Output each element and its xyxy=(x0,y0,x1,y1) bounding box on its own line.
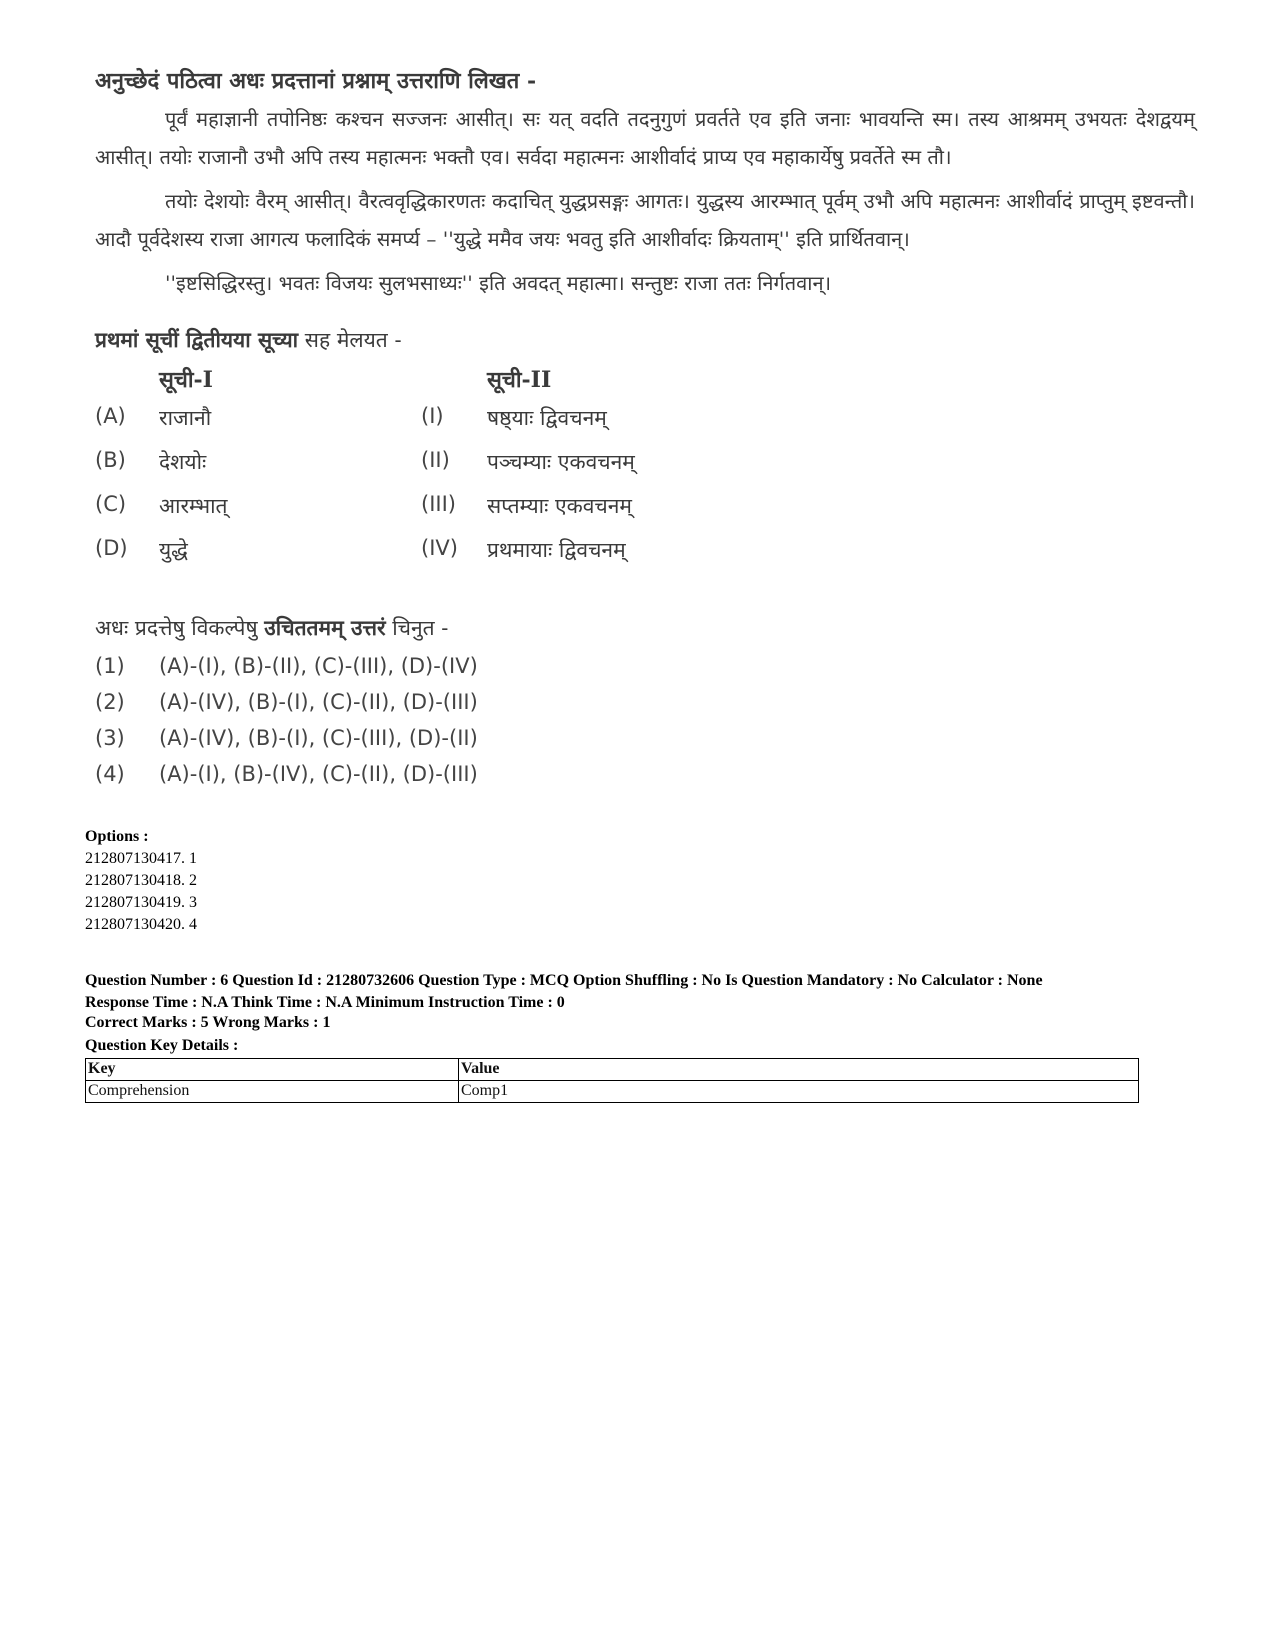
option-text: (A)-(I), (B)-(II), (C)-(III), (D)-(IV) xyxy=(159,654,478,678)
list2-value: पञ्चम्याः एकवचनम् xyxy=(487,450,635,474)
choose-instruction-a: अधः प्रदत्तेषु विकल्पेषु xyxy=(95,616,265,640)
table-header-row xyxy=(86,1059,1139,1081)
option-text: (A)-(I), (B)-(IV), (C)-(II), (D)-(III) xyxy=(159,762,478,786)
answer-option xyxy=(95,720,1195,756)
passage-paragraph-1: पूर्वं महाज्ञानी तपोनिष्ठः कश्चन सज्जनः आसीत्। सः यत् वदति तदनुगुणं प्रवर्तते एव इति जनाः भावयन्ति स्म। तस्य आश्रमम् उभयतः देशद्वयम् आसीत्। तयोः राजानौ उभौ अपि तस्य महात्मनः भक्तौ एव। सर्वदा महात्मनः आशीर्वादं प्राप्य एव महाकार्येषु प्रवर्तेते स्म तौ। xyxy=(95,107,1195,169)
table-header-cell: Value xyxy=(459,1059,1139,1081)
answer-options xyxy=(95,648,1195,792)
list2-label: (IV) xyxy=(421,536,458,560)
list2-value: सप्तम्याः एकवचनम् xyxy=(487,494,632,518)
list1-label: (D) xyxy=(95,536,128,560)
list1-header: सूची-I xyxy=(159,367,213,393)
options-label: Options : xyxy=(85,828,149,845)
list1-value: युद्धे xyxy=(159,538,188,562)
table-row xyxy=(86,1081,1139,1103)
list1-label: (A) xyxy=(95,404,126,428)
match-table xyxy=(95,360,1195,606)
option-id-item: 212807130417. 1 xyxy=(85,850,197,867)
passage-paragraph-2: तयोः देशयोः वैरम् आसीत्। वैरत्ववृद्धिकारणतः कदाचित् युद्धप्रसङ्गः आगतः। युद्धस्य आरम्भात् पूर्वम् उभौ अपि महात्मनः आशीर्वादं प्राप्तुम् इष्टवन्तौ। आदौ पूर्वदेशस्य राजा आगत्य फलादिकं समर्प्य – ''युद्धे ममैव जयः भवतु इति आशीर्वादः क्रियताम्'' इति प्रार्थितवान्। xyxy=(95,189,1195,251)
option-number: (2) xyxy=(95,690,125,714)
answer-option xyxy=(95,756,1195,792)
list1-value: देशयोः xyxy=(159,450,207,474)
match-row xyxy=(95,492,795,536)
list2-header: सूची-II xyxy=(487,367,552,393)
marks-info: Correct Marks : 5 Wrong Marks : 1 xyxy=(85,1014,331,1031)
choose-instruction xyxy=(95,608,1195,648)
question-info-line2: Response Time : N.A Think Time : N.A Minimum Instruction Time : 0 xyxy=(85,994,565,1011)
option-id-list xyxy=(85,848,1145,936)
choose-instruction-bold: उचिततमम् उत्तरं xyxy=(264,615,386,640)
answer-option xyxy=(95,648,1195,684)
match-instruction xyxy=(95,320,1195,360)
list1-value: राजानौ xyxy=(159,406,212,430)
question-info xyxy=(85,970,1145,1014)
option-id-item: 212807130419. 3 xyxy=(85,894,197,911)
list2-label: (III) xyxy=(421,492,456,516)
table-cell: Comp1 xyxy=(459,1081,1139,1103)
passage-paragraph-3: ''इष्टसिद्धिरस्तु। भवतः विजयः सुलभसाध्यः'' इति अवदत् महात्मा। सन्तुष्टः राजा ततः निर्गतवान्। xyxy=(165,271,832,295)
key-details-label: Question Key Details : xyxy=(85,1037,239,1054)
table-cell: Comprehension xyxy=(86,1081,459,1103)
option-number: (1) xyxy=(95,654,125,678)
list1-label: (B) xyxy=(95,448,126,472)
match-row xyxy=(95,448,795,492)
list2-value: प्रथमायाः द्विवचनम् xyxy=(487,538,626,562)
match-row xyxy=(95,404,795,448)
option-number: (3) xyxy=(95,726,125,750)
option-text: (A)-(IV), (B)-(I), (C)-(III), (D)-(II) xyxy=(159,726,478,750)
match-instruction-rest: सह मेलयत - xyxy=(298,328,402,352)
match-row xyxy=(95,536,795,580)
list2-label: (I) xyxy=(421,404,444,428)
answer-option xyxy=(95,684,1195,720)
key-details-table xyxy=(85,1058,1139,1103)
question-info-line1: Question Number : 6 Question Id : 21280732606 Question Type : MCQ Option Shuffling : No Is Question Mandatory : No Calculator : None xyxy=(85,972,1043,989)
list2-value: षष्ठ्याः द्विवचनम् xyxy=(487,406,607,430)
question-passage-image xyxy=(95,62,1195,792)
option-text: (A)-(IV), (B)-(I), (C)-(II), (D)-(III) xyxy=(159,690,478,714)
table-header-cell: Key xyxy=(86,1059,459,1081)
choose-instruction-b: चिनुत - xyxy=(385,616,449,640)
match-instruction-bold: प्रथमां सूचीं द्वितीयया सूच्या xyxy=(95,327,299,352)
option-id-item: 212807130420. 4 xyxy=(85,916,197,933)
list2-label: (II) xyxy=(421,448,450,472)
option-number: (4) xyxy=(95,762,125,786)
list1-label: (C) xyxy=(95,492,127,516)
passage-heading: अनुच्छेदं पठित्वा अधः प्रदत्तानां प्रश्नाम् उत्तराणि लिखत - xyxy=(95,68,537,94)
list1-value: आरम्भात् xyxy=(159,494,228,518)
option-id-item: 212807130418. 2 xyxy=(85,872,197,889)
